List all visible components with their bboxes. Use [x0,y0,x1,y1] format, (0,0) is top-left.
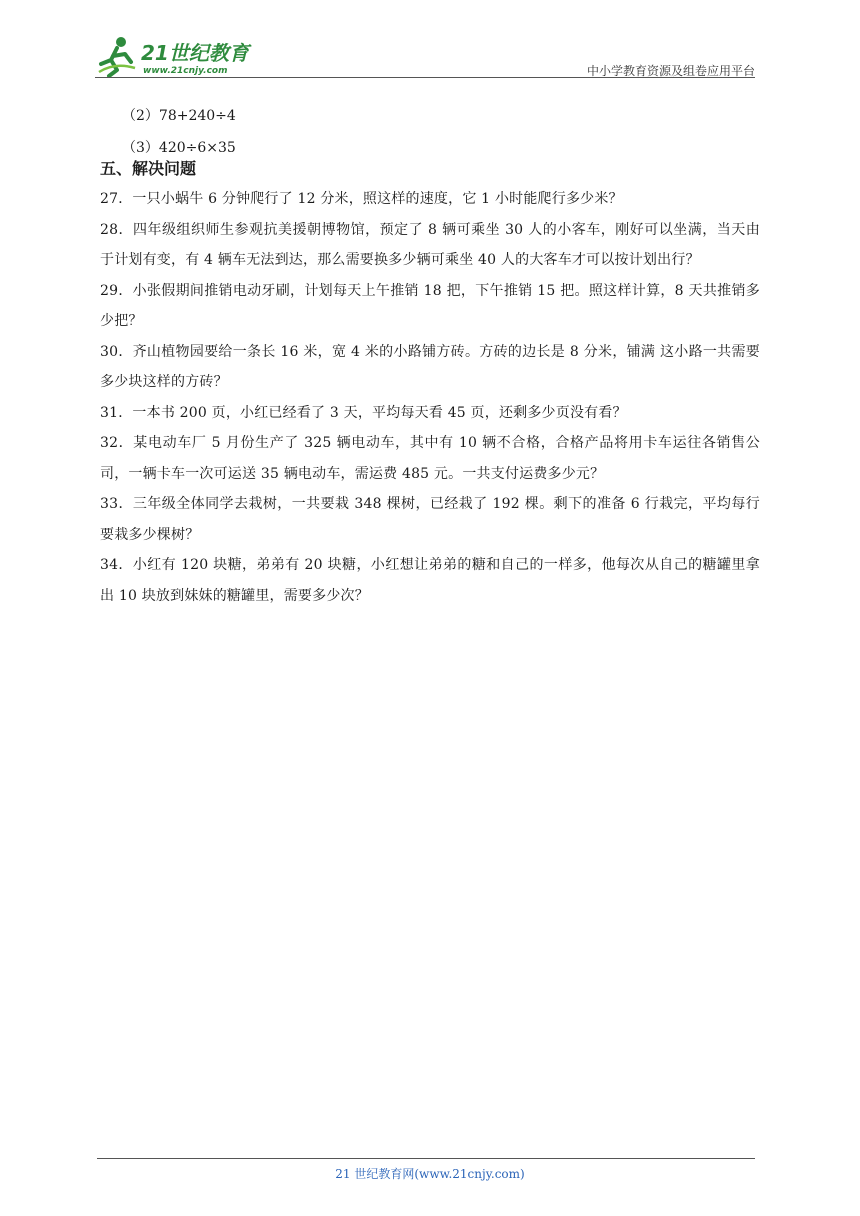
question-28: 28．四年级组织师生参观抗美援朝博物馆，预定了 8 辆可乘坐 30 人的小客车，刚好可以坐满，当天由于计划有变，有 4 辆车无法到达，那么需要换多少辆可乘坐 40 人的大客车才可以按计划出行？ [100,221,760,268]
question-31: 31．一本书 200 页，小红已经看了 3 天，平均每天看 45 页，还剩多少页没有看？ [100,404,627,421]
svg-text:www.21cnjy.com: www.21cnjy.com [143,66,228,76]
computation-item: （3）420÷6×35 [122,140,236,156]
header-divider [95,77,755,78]
question-30: 30．齐山植物园要给一条长 16 米，宽 4 米的小路铺方砖。方砖的边长是 8 分米，铺满 这小路一共需要多少块这样的方砖？ [100,343,760,390]
runner-logo-icon [95,32,265,78]
footer-divider [97,1158,755,1159]
question-32: 32．某电动车厂 5 月份生产了 325 辆电动车，其中有 10 辆不合格，合格产品将用卡车运往各销售公司，一辆卡车一次可运送 35 辆电动车，需运费 485 元。一共支付运费多少元？ [100,435,760,482]
site-logo [95,32,265,78]
platform-name: 中小学教育资源及组卷应用平台 [586,64,755,78]
page-footer: 21 世纪教育网(www.21cnjy.com) [335,1167,525,1181]
svg-text:21世纪教育: 21世纪教育 [141,41,249,65]
question-29: 29．小张假期间推销电动牙刷，计划每天上午推销 18 把，下午推销 15 把。照这样计算，8 天共推销多少把？ [100,282,760,329]
section-title: 五、解决问题 [100,159,197,178]
page-header [95,32,755,78]
question-34: 34．小红有 120 块糖，弟弟有 20 块糖，小红想让弟弟的糖和自己的一样多，他每次从自己的糖罐里拿出 10 块放到妹妹的糖罐里，需要多少次？ [100,557,760,604]
exam-content [100,100,760,611]
question-33: 33．三年级全体同学去栽树，一共要栽 348 棵树，已经栽了 192 棵。剩下的准备 6 行栽完，平均每行要栽多少棵树？ [100,496,760,543]
question-27: 27．一只小蜗牛 6 分钟爬行了 12 分米，照这样的速度，它 1 小时能爬行多少米？ [100,191,623,207]
computation-item: （2）78+240÷4 [122,108,236,124]
